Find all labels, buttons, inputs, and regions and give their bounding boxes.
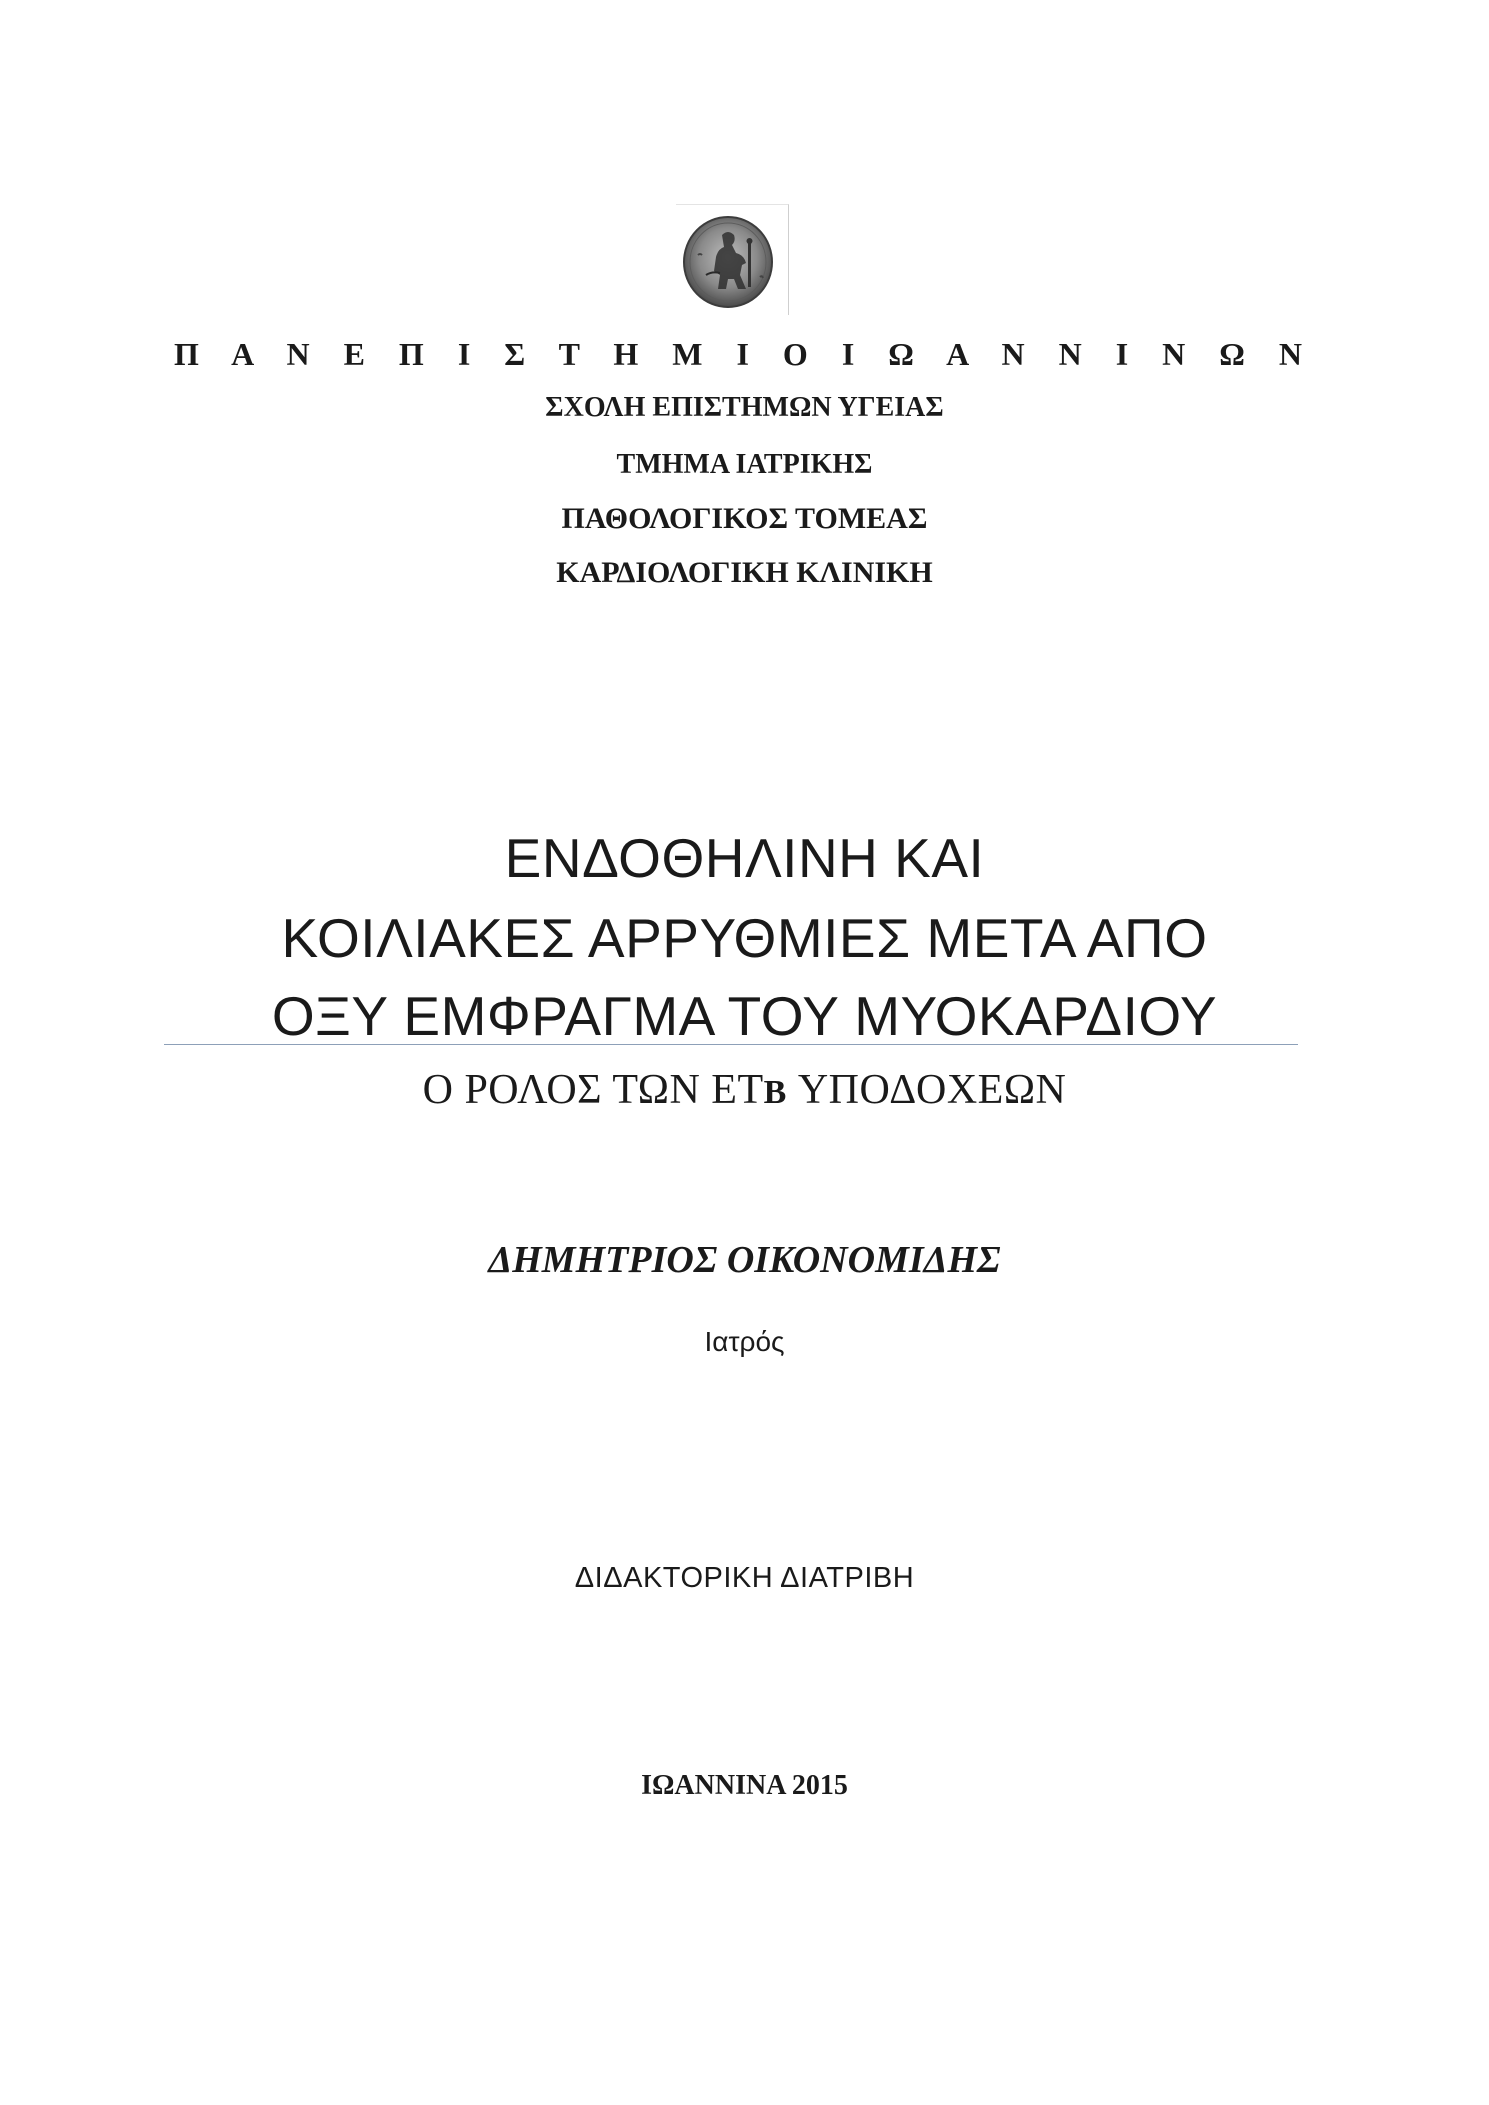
thesis-title-line-1: ΕΝΔΟΘΗΛΙΝΗ ΚΑΙ xyxy=(504,827,985,889)
sector-name: ΠΑΘΟΛΟΓΙΚΟΣ ΤΟΜΕΑΣ xyxy=(561,502,928,535)
clinic-name: ΚΑΡΔΙΟΛΟΓΙΚΗ ΚΛΙΝΙΚΗ xyxy=(556,556,933,589)
author-name: ΔΗΜΗΤΡΙΟΣ ΟΙΚΟΝΟΜΙΔΗΣ xyxy=(488,1239,1001,1281)
author-role: Ιατρός xyxy=(704,1326,785,1357)
university-seal-icon xyxy=(676,204,789,315)
place-and-year: ΙΩΑΝΝΙΝΑ 2015 xyxy=(641,1770,848,1801)
department-name: ΤΜΗΜΑ ΙΑΤΡΙΚΗΣ xyxy=(616,449,873,480)
thesis-title-line-3: ΟΞΥ ΕΜΦΡΑΓΜΑ ΤΟΥ ΜΥΟΚΑΡΔΙΟΥ xyxy=(271,985,1218,1047)
university-name: Π Α Ν Ε Π Ι Σ Τ Η Μ Ι Ο Ι Ω Α Ν Ν Ι Ν Ω Ν xyxy=(174,336,1315,372)
subtitle-text-end: ΥΠΟΔΟΧΕΩΝ xyxy=(786,1067,1067,1113)
thesis-title-line-2: ΚΟΙΛΙΑΚΕΣ ΑΡΡΥΘΜΙΕΣ ΜΕΤΑ ΑΠΟ xyxy=(281,907,1208,969)
thesis-subtitle xyxy=(0,1066,1489,1114)
subtitle-text-start: Ο ΡΟΛΟΣ ΤΩΝ ΕΤ xyxy=(422,1067,764,1113)
subtitle-receptor-letter: B xyxy=(763,1074,787,1111)
document-type: ΔΙΔΑΚΤΟΡΙΚΗ ΔΙΑΤΡΙΒΗ xyxy=(574,1562,915,1594)
school-name: ΣΧΟΛΗ ΕΠΙΣΤΗΜΩΝ ΥΓΕΙΑΣ xyxy=(545,392,944,423)
title-divider xyxy=(164,1044,1298,1045)
coin-image xyxy=(676,205,788,315)
